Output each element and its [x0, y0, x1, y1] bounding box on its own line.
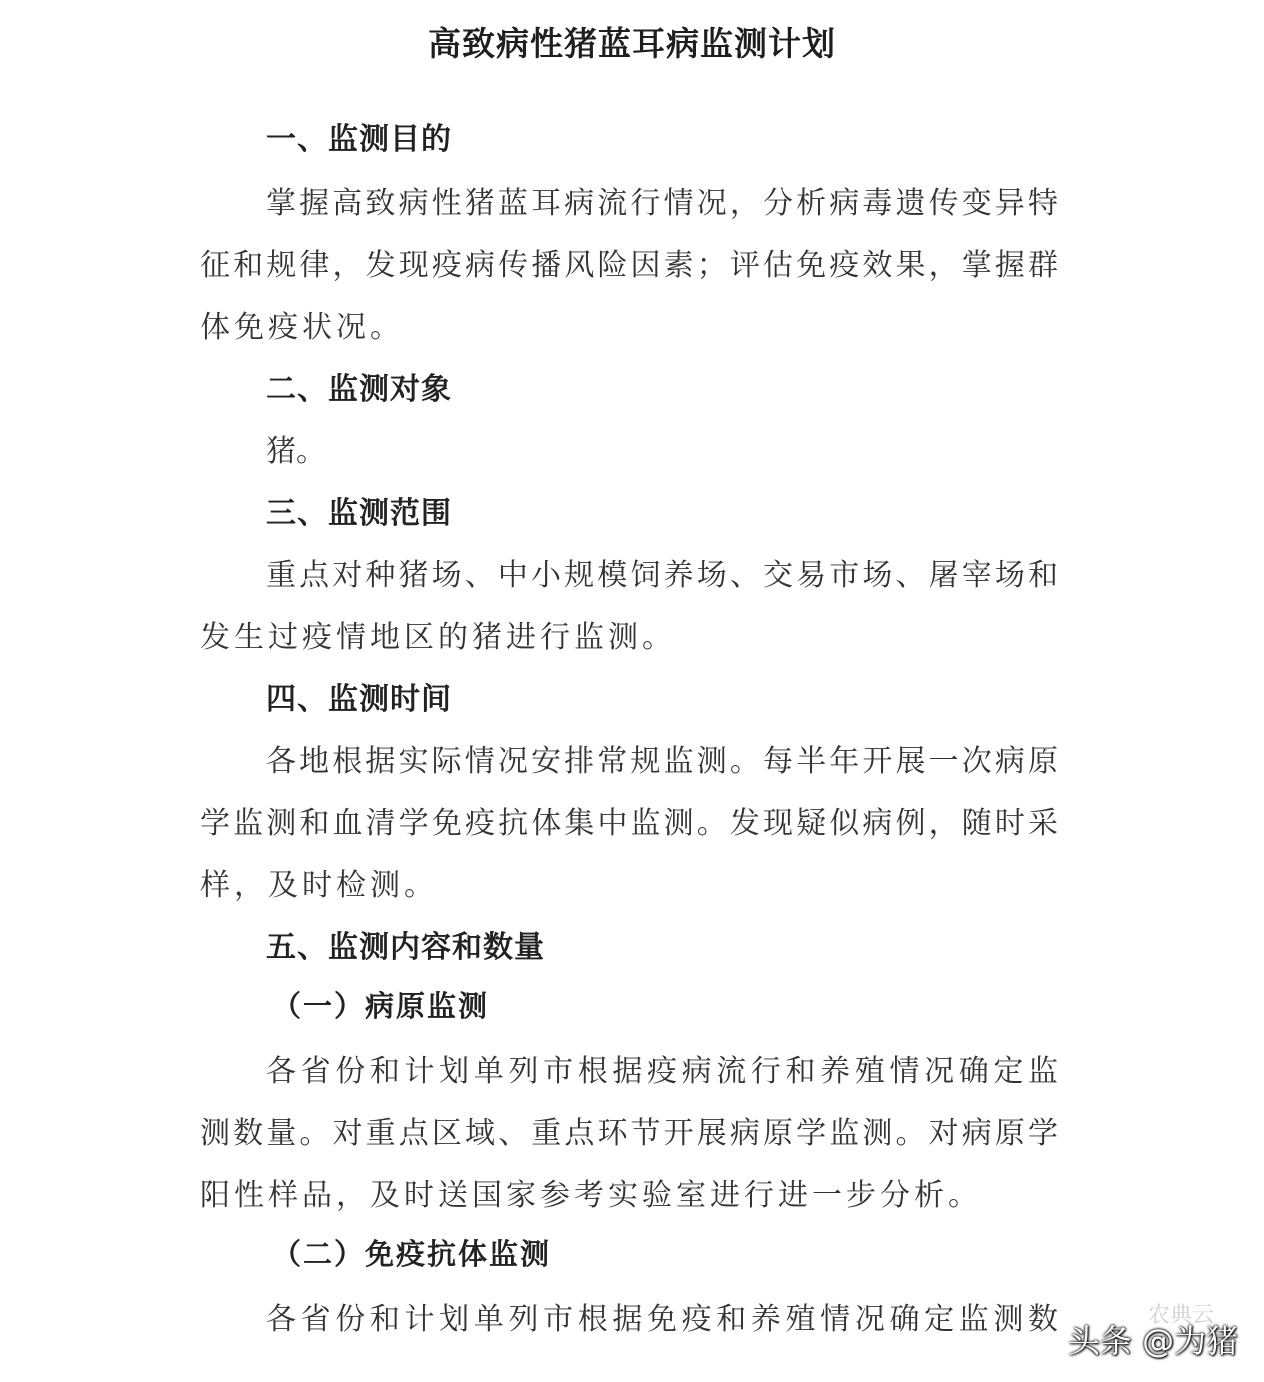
paragraph-line: 猪。	[266, 434, 326, 469]
section-heading-time: 四、监测时间	[266, 682, 452, 717]
paragraph-line: 样，及时检测。	[200, 868, 438, 903]
document-title: 高致病性猪蓝耳病监测计划	[428, 24, 836, 63]
paragraph-line: 征和规律，发现疫病传播风险因素；评估免疫效果，掌握群	[200, 248, 1058, 283]
paragraph-line: 各省份和计划单列市根据疫病流行和养殖情况确定监	[266, 1054, 1058, 1089]
subsection-heading-antibody: （二）免疫抗体监测	[272, 1237, 552, 1271]
paragraph-line: 阳性样品，及时送国家参考实验室进行进一步分析。	[200, 1178, 982, 1213]
paragraph-line: 各省份和计划单列市根据免疫和养殖情况确定监测数	[266, 1302, 1058, 1337]
paragraph-line: 学监测和血清学免疫抗体集中监测。发现疑似病例，随时采	[200, 806, 1058, 841]
paragraph-line: 体免疫状况。	[200, 310, 404, 345]
paragraph-line: 掌握高致病性猪蓝耳病流行情况，分析病毒遗传变异特	[266, 186, 1058, 221]
watermark-text: 头条 @为猪	[1068, 1322, 1239, 1360]
section-heading-target: 二、监测对象	[266, 372, 452, 407]
watermark-ghost-text: 农典云	[1148, 1303, 1215, 1328]
paragraph-line: 测数量。对重点区域、重点环节开展病原学监测。对病原学	[200, 1116, 1058, 1151]
section-heading-scope: 三、监测范围	[266, 496, 452, 531]
subsection-heading-pathogen: （一）病原监测	[272, 989, 490, 1023]
section-heading-content: 五、监测内容和数量	[266, 930, 545, 965]
paragraph-line: 发生过疫情地区的猪进行监测。	[200, 620, 676, 655]
paragraph-line: 重点对种猪场、中小规模饲养场、交易市场、屠宰场和	[266, 558, 1058, 593]
paragraph-line: 各地根据实际情况安排常规监测。每半年开展一次病原	[266, 744, 1058, 779]
section-heading-purpose: 一、监测目的	[266, 122, 452, 157]
